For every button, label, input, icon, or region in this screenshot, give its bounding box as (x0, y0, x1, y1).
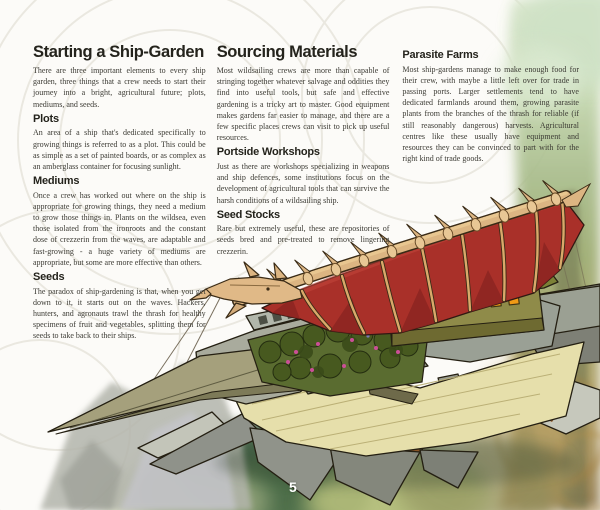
subsection-body: Most ship-gardens manage to make enough food for their crew, with maybe a little left over for trade in passing ports. Larger settlements tend to have dedicated farmlands around them, growing parasite plants from the branches of the thrash for reliable (if still reasonably dangerous) harvests. Agricultural centres like these usually have equipment and resources they can be convinced to part with for the right kind of trade goods. (402, 64, 579, 164)
section-title: Sourcing Materials (216, 43, 358, 61)
subsection-heading-mediums: Mediums (33, 175, 80, 188)
subsection-heading-portside-workshops: Portside Workshops (216, 146, 320, 159)
subsection-body: Once a crew has worked out where on the ship is appropriate for growing things, they need a medium to grow those things in. Plants on the wildsea, even those isolated from the ironroots and the constant dose of crezzerin from the waves, are adaptable and fast-growing - a huge variety of mediums are appropriate, but some are more effective than others. (33, 190, 206, 267)
section-title: Starting a Ship-Garden (33, 43, 204, 61)
subsection-heading-plots: Plots (33, 112, 59, 125)
column-starting-a-ship-garden (33, 44, 206, 346)
subsection-body: Just as there are workshops specializing in weapons and ship defences, some institutions focus on the development of agricultural tools that can survive the harsh conditions of a wildsailing ship. (216, 161, 390, 205)
subsection-body: Rare but extremely useful, these are repositories of seeds bred and pre-treated to remove lingering crezzerin. (216, 224, 390, 256)
subsection-heading-seeds: Seeds (33, 271, 65, 284)
section-intro: Most wildsailing crews are more than capable of stringing together whatever salvage and oddities they find into useful tools, but safe and effective gardening is a tricky art to master. Good equipment makes gardens far easier to manage, and there are a few specific places crews can visit to pick up useful resources. (216, 66, 390, 143)
section-intro: There are three important elements to every ship garden, three things that a crew needs to start their journey into a bright, agricultural future; plots, mediums, and seeds. (33, 66, 206, 109)
subsection-heading-seed-stocks: Seed Stocks (216, 208, 280, 221)
column-parasite-farms (402, 44, 579, 346)
page-number: 5 (289, 479, 297, 495)
text-columns (33, 44, 579, 346)
subsection-body: An area of a ship that's dedicated specifically to growing things is referred to as a plot. This could be as simple as a set of painted boards, or as complex as an amberglass container for focusing sunlight. (33, 128, 206, 171)
subsection-body: The paradox of ship-gardening is that, when you get down to it, it starts out on the waves. Hackers, hunters, and agronauts trawl the thrash for healthy specimens of fruit and vegetables, splitting them for seeds to take back to their ships. (33, 286, 206, 341)
subsection-heading-parasite-farms: Parasite Farms (402, 49, 479, 61)
column-sourcing-materials (217, 44, 390, 346)
